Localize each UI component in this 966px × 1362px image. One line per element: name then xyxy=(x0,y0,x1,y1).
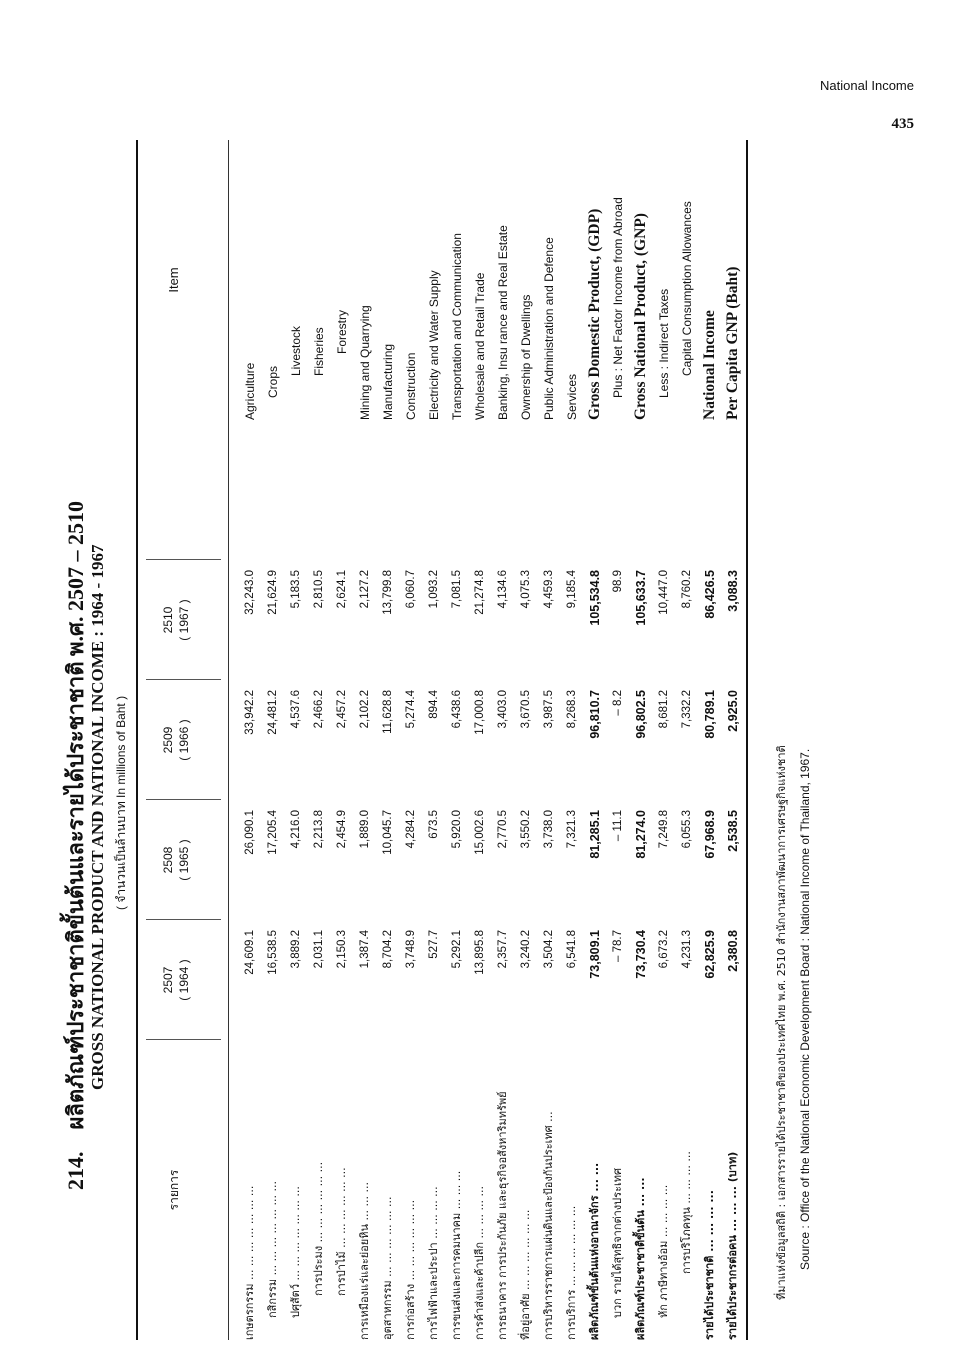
row-label-english: Banking, Insu rance and Real Estate xyxy=(496,225,510,420)
row-label-thai: กสิกรรม ... ... ... ... ... ... ... xyxy=(266,1180,279,1318)
value-cell: 2,538.5 xyxy=(726,810,740,852)
row-label-english: Plus : Net Factor Income from Abroad xyxy=(611,197,625,398)
value-cell: 105,534.8 xyxy=(588,570,602,626)
header-year-3 xyxy=(160,680,192,800)
value-cell: 17,205.4 xyxy=(267,810,279,855)
row-label-english: National Income xyxy=(701,310,718,420)
value-cell: 3,738.0 xyxy=(543,810,555,849)
value-cell: 6,541.8 xyxy=(566,930,578,969)
row-label-thai: การบริหารราชการแผ่นดินและป้องกันประเทศ ... xyxy=(542,1111,555,1340)
row-label-thai: หัก ภาษีทางอ้อม ... ... ... ... xyxy=(657,1184,670,1318)
table-title-thai-text: ผลิตภัณฑ์ประชาชาติขั้นต้นและรายได้ประชาชาติ พ.ศ. 2507 – 2510 xyxy=(63,500,88,1130)
value-cell: – 11.1 xyxy=(612,810,624,842)
row-label-english: Agriculture xyxy=(243,362,257,420)
value-cell: 4,459.3 xyxy=(543,570,555,609)
header-item: Item xyxy=(166,267,181,293)
value-cell: 98.9 xyxy=(612,570,624,593)
value-cell: 2,380.8 xyxy=(726,930,740,972)
value-cell: 6,055.3 xyxy=(681,810,693,849)
value-cell: 894.4 xyxy=(428,690,440,719)
header-year-ce: ( 1965 ) xyxy=(177,839,191,881)
value-cell: 9,185.4 xyxy=(566,570,578,609)
rotated-table-page xyxy=(40,140,860,1340)
value-cell: 2,127.2 xyxy=(359,570,371,609)
row-label-english: Capital Consumption Allowances xyxy=(680,201,694,376)
value-cell: 2,213.8 xyxy=(313,810,325,849)
value-cell: 33,942.2 xyxy=(244,690,256,735)
value-cell: 527.7 xyxy=(428,930,440,959)
row-label-english: Public Administration and Defence xyxy=(542,237,556,420)
row-label-english: Per Capita GNP (Baht) xyxy=(724,266,741,420)
running-head: National Income xyxy=(820,78,914,93)
value-cell: 67,968.9 xyxy=(703,810,717,859)
row-label-english: Less : Indirect Taxes xyxy=(657,288,671,398)
value-cell: 8,704.2 xyxy=(382,930,394,969)
value-cell: 2,031.1 xyxy=(313,930,325,969)
value-cell: 2,150.3 xyxy=(336,930,348,969)
value-cell: 11,628.8 xyxy=(382,690,394,734)
value-cell: 3,504.2 xyxy=(543,930,555,969)
header-year-4 xyxy=(160,560,192,680)
value-cell: – 8.2 xyxy=(612,690,624,716)
header-year-ce: ( 1966 ) xyxy=(177,719,191,761)
value-cell: 21,624.9 xyxy=(267,570,279,615)
value-cell: 24,481.2 xyxy=(267,690,279,735)
value-cell: 3,670.5 xyxy=(520,690,532,729)
value-cell: 4,537.6 xyxy=(290,690,302,729)
value-cell: 81,285.1 xyxy=(588,810,602,859)
value-cell: – 78.7 xyxy=(612,930,624,962)
row-label-english: Gross National Product, (GNP) xyxy=(632,213,649,420)
row-label-thai: การประมง ... ... ... ... ... ... xyxy=(312,1161,325,1296)
row-label-thai: เกษตรกรรม ... ... ... ... ... ... ... xyxy=(243,1185,256,1340)
value-cell: 8,268.3 xyxy=(566,690,578,729)
value-cell: 4,134.6 xyxy=(497,570,509,609)
value-cell: 2,466.2 xyxy=(313,690,325,729)
value-cell: 86,426.5 xyxy=(703,570,717,619)
row-label-thai: การป่าไม้ ... ... ... ... ... ... xyxy=(335,1167,348,1296)
row-label-thai: การธนาคาร การประกันภัย และธุรกิจอสังหาริมทรัพย์ xyxy=(496,1091,509,1340)
value-cell: 1,093.2 xyxy=(428,570,440,609)
header-thai-item: รายการ xyxy=(167,1169,181,1211)
value-cell: 1,387.4 xyxy=(359,930,371,969)
table-row xyxy=(719,140,747,1340)
row-label-english: Forestry xyxy=(335,309,349,354)
value-cell: 4,284.2 xyxy=(405,810,417,849)
value-cell: 2,624.1 xyxy=(336,570,348,609)
data-table xyxy=(136,140,748,1340)
value-cell: 81,274.0 xyxy=(634,810,648,859)
row-label-english: Wholesale and Retail Trade xyxy=(473,272,487,420)
row-label-english: Services xyxy=(565,373,579,420)
value-cell: 3,987.5 xyxy=(543,690,555,729)
value-cell: 96,802.5 xyxy=(634,690,648,739)
value-cell: 2,454.9 xyxy=(336,810,348,849)
header-year-ce: ( 1967 ) xyxy=(177,599,191,641)
value-cell: 32,243.0 xyxy=(244,570,256,615)
row-label-thai: ผลิตภัณฑ์ขั้นต้นแห่งอาณาจักร ... ... xyxy=(588,1162,601,1340)
row-label-thai: การค้าส่งและค้าปลีก ... ... ... ... xyxy=(473,1186,486,1340)
row-label-thai: การไฟฟ้าและประปา ... ... ... ... xyxy=(427,1186,440,1340)
table-title-english: GROSS NATIONAL PRODUCT AND NATIONAL INCOME : 1964 - 1967 xyxy=(88,544,107,1090)
row-label-english: Livestock xyxy=(289,325,303,376)
table-bottom-rule xyxy=(746,140,748,1340)
row-label-thai: การบริการ ... ... ... ... ... ... xyxy=(565,1205,578,1340)
value-cell: 105,633.7 xyxy=(634,570,648,626)
value-cell: 5,920.0 xyxy=(451,810,463,849)
value-cell: 80,789.1 xyxy=(703,690,717,739)
value-cell: 3,088.3 xyxy=(726,570,740,612)
value-cell: 2,457.2 xyxy=(336,690,348,729)
value-cell: 17,000.8 xyxy=(474,690,486,735)
page-number: 435 xyxy=(891,116,914,132)
row-label-thai: การเหมืองแร่และย่อยหิน ... ... ... xyxy=(358,1182,371,1340)
value-cell: 2,810.5 xyxy=(313,570,325,609)
value-cell: 4,075.3 xyxy=(520,570,532,609)
value-cell: 7,332.2 xyxy=(681,690,693,729)
table-top-rule xyxy=(136,140,138,1340)
source-note-english: Source : Office of the National Economic Development Board : National Income of Thailand, 1967. xyxy=(798,748,812,1270)
header-year-be: 2507 xyxy=(161,966,175,994)
row-label-english: Manufacturing xyxy=(381,343,395,420)
row-label-thai: บวก รายได้สุทธิจากต่างประเทศ xyxy=(611,1168,624,1318)
value-cell: 5,292.1 xyxy=(451,930,463,969)
value-cell: 3,550.2 xyxy=(520,810,532,849)
unit-note: ( จำนวนเป็นล้านบาท In millions of Baht ) xyxy=(114,695,128,910)
value-cell: 73,730.4 xyxy=(634,930,648,979)
value-cell: 3,748.9 xyxy=(405,930,417,969)
value-cell: 6,673.2 xyxy=(658,930,670,969)
value-cell: 5,274.4 xyxy=(405,690,417,729)
header-year-be: 2509 xyxy=(161,726,175,754)
value-cell: 2,770.5 xyxy=(497,810,509,849)
header-year-ce: ( 1964 ) xyxy=(177,959,191,1001)
row-label-thai: รายได้ประชากรต่อคน ... ... ... (บาท) xyxy=(726,1151,739,1340)
row-label-english: Gross Domestic Product, (GDP) xyxy=(586,208,603,420)
row-label-english: Transportation and Communication xyxy=(450,233,464,420)
row-label-thai: ผลิตภัณฑ์ประชาชาติขั้นต้น ... ... xyxy=(634,1177,647,1340)
row-label-english: Electricity and Water Supply xyxy=(427,270,441,420)
header-bottom-rule xyxy=(228,140,229,1340)
value-cell: 73,809.1 xyxy=(588,930,602,979)
value-cell: 3,889.2 xyxy=(290,930,302,969)
value-cell: 7,081.5 xyxy=(451,570,463,609)
value-cell: 3,403.0 xyxy=(497,690,509,729)
row-label-english: Mining and Quarrying xyxy=(358,305,372,420)
value-cell: 10,045.7 xyxy=(382,810,394,855)
row-label-english: Construction xyxy=(404,352,418,420)
value-cell: 4,216.0 xyxy=(290,810,302,849)
value-cell: 8,681.2 xyxy=(658,690,670,729)
value-cell: 24,609.1 xyxy=(244,930,256,975)
row-label-thai: การขนส่งและการคมนาคม ... ... ... xyxy=(450,1170,463,1340)
value-cell: 96,810.7 xyxy=(588,690,602,739)
value-cell: 26,090.1 xyxy=(244,810,256,855)
value-cell: 21,274.8 xyxy=(474,570,486,615)
header-year-2 xyxy=(160,800,192,920)
value-cell: 2,102.2 xyxy=(359,690,371,729)
value-cell: 4,231.3 xyxy=(681,930,693,969)
value-cell: 2,357.7 xyxy=(497,930,509,969)
value-cell: 13,799.8 xyxy=(382,570,394,615)
header-year-be: 2508 xyxy=(161,846,175,874)
value-cell: 3,240.2 xyxy=(520,930,532,969)
row-label-thai: การบริโภคทุน ... ... ... ... xyxy=(680,1151,693,1274)
value-cell: 62,825.9 xyxy=(703,930,717,979)
header-year-1 xyxy=(160,920,192,1040)
row-label-thai: ปศุสัตว์ ... ... ... ... ... ... ... xyxy=(289,1186,302,1318)
row-label-english: Ownership of Dwellings xyxy=(519,294,533,420)
row-label-thai: การก่อสร้าง ... ... ... ... ... ... xyxy=(404,1199,417,1340)
value-cell: 1,889.0 xyxy=(359,810,371,849)
value-cell: 16,538.5 xyxy=(267,930,279,975)
value-cell: 673.5 xyxy=(428,810,440,839)
row-label-thai: รายได้ประชาชาติ ... ... ... ... xyxy=(703,1190,716,1340)
row-label-english: Fisheries xyxy=(312,327,326,376)
header-year-be: 2510 xyxy=(161,606,175,634)
value-cell: 2,925.0 xyxy=(726,690,740,732)
value-cell: 7,249.8 xyxy=(658,810,670,849)
value-cell: 10,447.0 xyxy=(658,570,670,615)
value-cell: 13,895.8 xyxy=(474,930,486,975)
value-cell: 15,002.6 xyxy=(474,810,486,855)
value-cell: 6,060.7 xyxy=(405,570,417,609)
row-label-thai: ที่อยู่อาศัย ... ... ... ... ... ... xyxy=(519,1209,532,1340)
source-note-thai: ที่มาแห่งข้อมูลสถิติ : เอกสารรายได้ประชาชาติของประเทศไทย พ.ศ. 2510 สำนักงานสภาพัฒนาการเศรษฐกิจแห่งชาติ xyxy=(775,745,788,1300)
value-cell: 5,183.5 xyxy=(290,570,302,609)
row-label-thai: อุตสาหกรรม ... ... ... ... ... ... xyxy=(381,1196,394,1340)
table-number: 214. xyxy=(63,1151,88,1190)
value-cell: 8,760.2 xyxy=(681,570,693,609)
value-cell: 6,438.6 xyxy=(451,690,463,729)
value-cell: 7,321.3 xyxy=(566,810,578,849)
row-label-english: Crops xyxy=(266,365,280,398)
